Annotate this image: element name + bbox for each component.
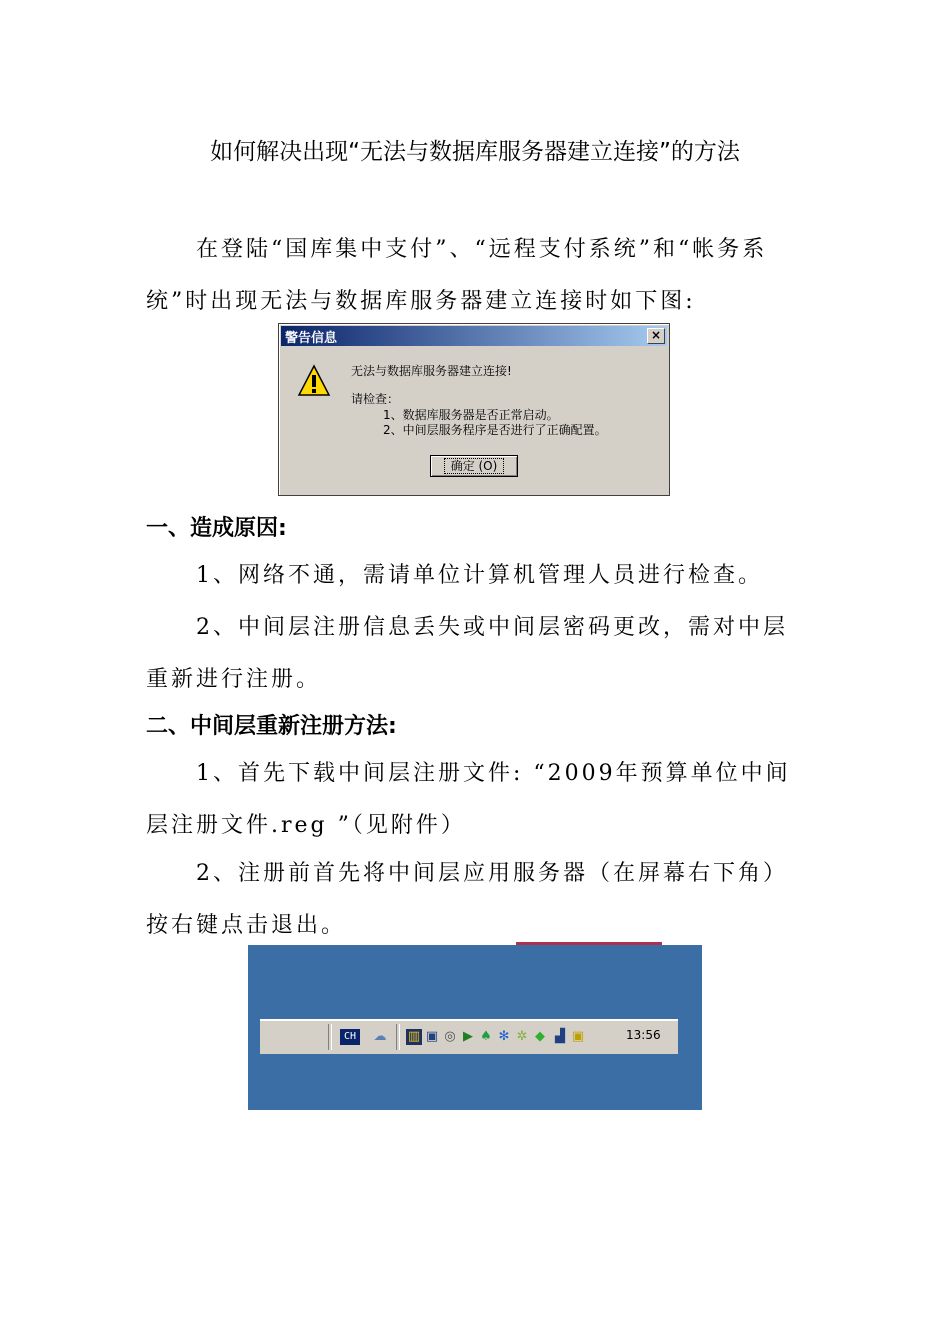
disc-icon[interactable]: ◎	[444, 1029, 456, 1044]
app-icon[interactable]: ▥	[407, 1029, 421, 1044]
clock[interactable]: 13:56	[626, 1028, 661, 1042]
close-icon[interactable]: ×	[647, 328, 665, 344]
language-indicator[interactable]: CH	[340, 1029, 360, 1045]
cause-item: 2、中间层注册信息丢失或中间层密码更改，需对中层重新进行注册。	[146, 615, 788, 692]
input-method-icon[interactable]: ☁	[373, 1029, 387, 1044]
method-step: 1、首先下载中间层注册文件: “2009年预算单位中间层注册文件.reg ”（见附件）	[146, 761, 791, 838]
dialog-titlebar	[281, 326, 667, 346]
ok-button[interactable]	[430, 455, 518, 477]
antivirus-icon[interactable]: ♠	[480, 1029, 492, 1044]
warning-dialog	[278, 323, 670, 496]
system-tray	[260, 1019, 678, 1054]
method-step: 2、注册前首先将中间层应用服务器（在屏幕右下角）按右键点击退出。	[146, 861, 788, 938]
warning-icon	[297, 364, 331, 398]
intro-paragraph: 在登陆“国库集中支付”、“远程支付系统”和“帐务系统”时出现无法与数据库服务器建立连接时如下图:	[146, 237, 768, 314]
cause-item: 1、网络不通，需请单位计算机管理人员进行检查。	[196, 563, 763, 588]
separator	[328, 1024, 332, 1050]
shield-icon[interactable]: ◆	[535, 1029, 545, 1044]
ok-button-label: 确定 (O)	[444, 458, 505, 474]
page-title: 如何解决出现“无法与数据库服务器建立连接”的方法	[210, 139, 740, 165]
media-icon[interactable]: ▶	[463, 1029, 473, 1044]
dialog-message: 无法与数据库服务器建立连接!	[351, 364, 512, 378]
app-icon[interactable]: ✲	[516, 1029, 528, 1044]
dialog-check-item: 1、数据库服务器是否正常启动。	[383, 408, 559, 422]
dialog-check-label: 请检查：	[351, 392, 400, 406]
network-icon[interactable]: ▣	[425, 1029, 439, 1044]
separator	[396, 1024, 400, 1050]
server-app-icon[interactable]: ▣	[571, 1029, 585, 1044]
section-heading: 一、造成原因:	[146, 516, 287, 541]
signal-icon[interactable]: ▟	[555, 1029, 565, 1044]
dialog-title: 警告信息	[285, 331, 338, 346]
dialog-check-item: 2、中间层服务程序是否进行了正确配置。	[383, 423, 607, 437]
gear-icon[interactable]: ✻	[498, 1029, 510, 1044]
taskbar-screenshot	[248, 945, 702, 1110]
section-heading: 二、中间层重新注册方法:	[146, 714, 397, 739]
